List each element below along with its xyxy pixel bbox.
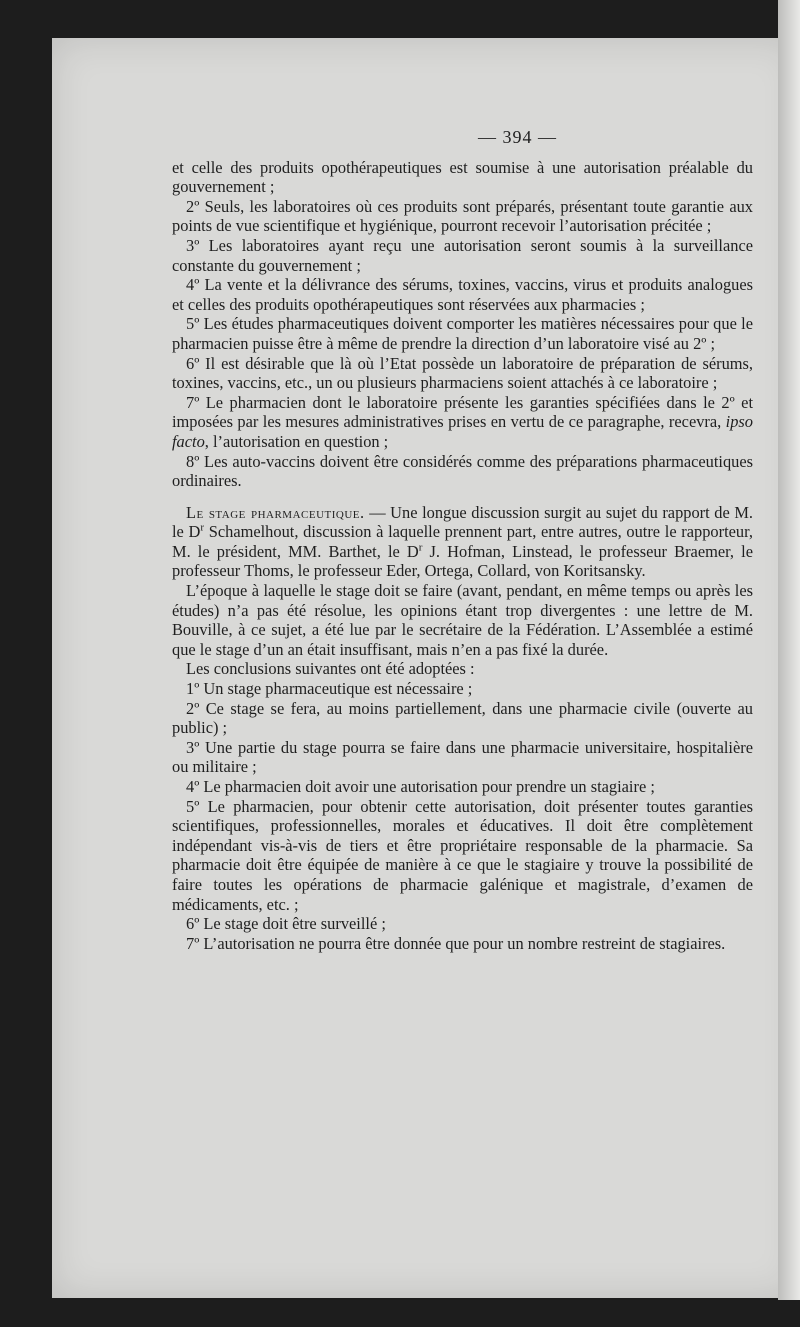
paragraph: et celle des produits opothérapeutiques est soumise à une autorisation préalable du gouvernement ; <box>172 157 753 197</box>
page-number: — 394 — <box>478 127 557 147</box>
superscript: r <box>200 521 205 534</box>
paragraph-text: J. Hofman, Linstead, le professeur Braemer, le professeur Thoms, le professeur Eder, Ortega, Collard, von Koritsansky. <box>172 541 753 581</box>
paragraph: Les conclusions suivantes ont été adoptées : <box>186 659 475 679</box>
paragraph: 2º Seuls, les laboratoires où ces produits sont préparés, présentant toute garantie aux points de vue scientifique et hygiénique, pourront recevoir l’autorisation précitée ; <box>172 196 753 236</box>
paragraph-text: — Une longue discussion surgit au sujet du rapport de M. le D <box>172 502 753 542</box>
paragraph: 3º Une partie du stage pourra se faire dans une pharmacie universitaire, hospitalière ou militaire ; <box>172 737 753 777</box>
paragraph: 4º La vente et la délivrance des sérums, toxines, vaccins, virus et produits analogues et celles des produits opothérapeutiques sont réservées aux pharmacies ; <box>172 275 753 314</box>
italic-phrase: ipso facto <box>172 412 753 451</box>
paragraph: 7º L’autorisation ne pourra être donnée que pour un nombre restreint de stagiaires. <box>186 933 726 953</box>
paragraph: L’époque à laquelle le stage doit se faire (avant, pendant, en même temps ou après les études) n’a pas été résolue, les opinions étant trop divergentes : une lettre de M. Bouville, à ce sujet, a été lue par le secrétaire de la Fédération. L’Assemblée a estimé que le stage d’un an était insuffisant, mais n’en a pas fixé la durée. <box>172 581 753 659</box>
paragraph: 3º Les laboratoires ayant reçu une autorisation seront soumis à la surveillance constante du gouvernement ; <box>172 235 753 275</box>
paragraph: 4º Le pharmacien doit avoir une autorisation pour prendre un stagiaire ; <box>186 777 655 796</box>
page-edge <box>778 0 800 1300</box>
paragraph: 6º Le stage doit être surveillé ; <box>186 914 386 934</box>
paragraph: 2º Ce stage se fera, au moins partiellement, dans une pharmacie civile (ouverte au public) ; <box>172 698 753 738</box>
section-paragraph <box>172 503 753 581</box>
paragraph-text: , l’autorisation en question ; <box>204 431 389 451</box>
paragraph <box>172 393 753 452</box>
page-text <box>172 128 753 953</box>
section-heading: Le stage pharmaceutique. <box>186 502 365 522</box>
paragraph: 8º Les auto-vaccins doivent être considérés comme des préparations pharmaceutiques ordinaires. <box>172 451 753 491</box>
paragraph: 5º Le pharmacien, pour obtenir cette autorisation, doit présenter toutes garanties scientifiques, professionnelles, morales et éducatives. Il doit être complètement indépendant vis-à-vis de tiers et être propriétaire responsable de la pharmacie. Sa pharmacie doit être équipée de manière à ce que le stagiaire y trouve la possibilité de faire toutes les opérations de pharmacie galénique et magistrale, d’examen de médicaments, etc. ; <box>172 796 753 914</box>
paragraph-text: Schamelhout, discussion à laquelle prennent part, entre autres, outre le rapporteur, M. le président, MM. Barthet, le D <box>172 522 754 561</box>
paragraph: 6º Il est désirable que là où l’Etat possède un laboratoire de préparation de sérums, toxines, vaccins, etc., un ou plusieurs pharmaciens soient attachés à ce laboratoire ; <box>172 353 753 393</box>
paragraph-text: 7º Le pharmacien dont le laboratoire présente les garanties spécifiées dans le 2º et imposées par les mesures administratives prises en vertu de ce paragraphe, recevra, <box>172 392 753 432</box>
superscript: r <box>418 541 423 554</box>
paragraph: 1º Un stage pharmaceutique est nécessaire ; <box>186 679 473 699</box>
paragraph: 5º Les études pharmaceutiques doivent comporter les matières nécessaires pour que le pharmacien puisse être à même de prendre la direction d’un laboratoire visé au 2º ; <box>172 314 753 353</box>
